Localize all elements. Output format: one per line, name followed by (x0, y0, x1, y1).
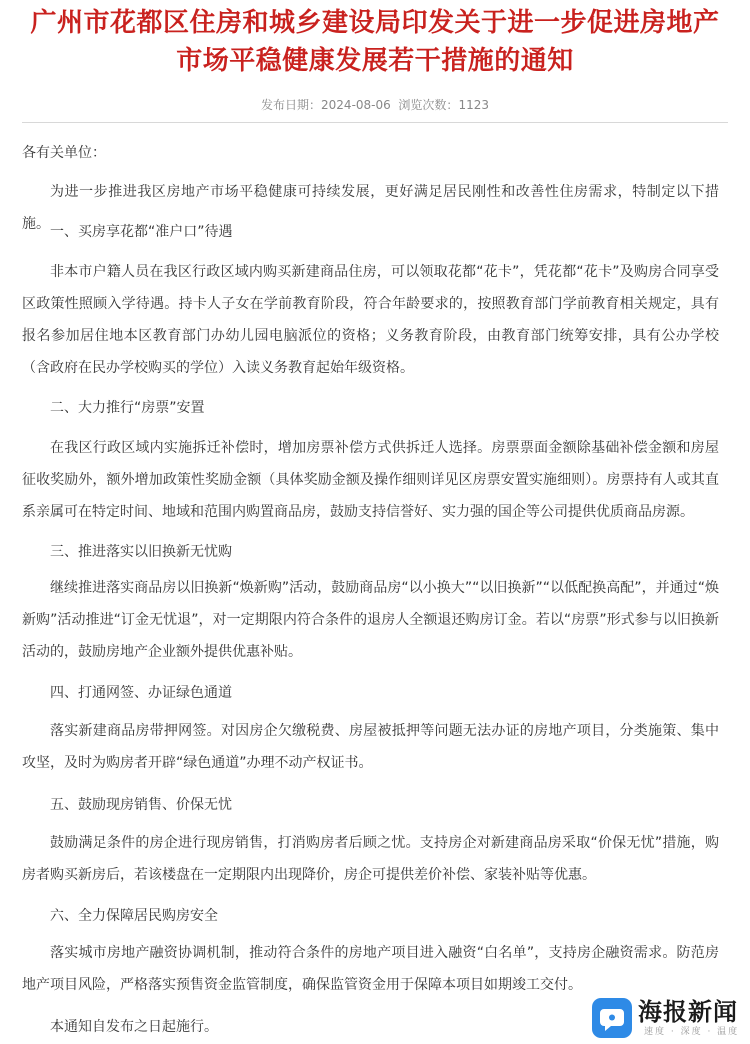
view-count-label: 浏览次数： (398, 98, 459, 112)
watermark-tagline: 速度 · 深度 · 温度 (644, 1027, 740, 1037)
section-body-4: 落实新建商品房带押网签。对因房企欠缴税费、房屋被抵押等问题无法办证的房地产项目，分类施策、集中攻坚，及时为购房者开辟“绿色通道”办理不动产权证书。 (22, 723, 719, 771)
intro-paragraph: 为进一步推进我区房地产市场平稳健康可持续发展，更好满足居民刚性和改善性住房需求，特制定以下措施。 (22, 184, 719, 232)
source-watermark (592, 998, 742, 1040)
publish-date-label: 发布日期： (261, 98, 322, 112)
section-heading-3: 三、推进落实以旧换新无忧购 (50, 544, 232, 560)
logo-bubble-icon (592, 998, 632, 1038)
section-body-3: 继续推进落实商品房以旧换新“焕新购”活动，鼓励商品房“以小换大”“以旧换新”“以低配换高配”，并通过“焕新购”活动推进“订金无忧退”，对一定期限内符合条件的退房人全额退还购房订金。若以“房票”形式参与以旧换新活动的，鼓励房地产企业额外提供优惠补贴。 (22, 580, 719, 660)
section-body-6: 落实城市房地产融资协调机制，推动符合条件的房地产项目进入融资“白名单”，支持房企融资需求。防范房地产项目风险，严格落实预售资金监管制度，确保监管资金用于保障本项目如期竣工交付。 (22, 945, 719, 993)
section-heading-1: 一、买房享花都“准户口”待遇 (50, 224, 233, 240)
section-heading-6: 六、全力保障居民购房安全 (50, 908, 218, 924)
closing-paragraph: 本通知自发布之日起施行。 (50, 1019, 218, 1035)
publish-date: 2024-08-06 (321, 98, 391, 112)
salutation: 各有关单位： (22, 145, 106, 161)
section-body-1: 非本市户籍人员在我区行政区域内购买新建商品住房，可以领取花都“花卡”，凭花都“花卡”及购房合同享受区政策性照顾入学待遇。持卡人子女在学前教育阶段，符合年龄要求的，按照教育部门学前教育相关规定，具有报名参加居住地本区教育部门办幼儿园电脑派位的资格；义务教育阶段，由教育部门统筹安排，具有公办学校（含政府在民办学校购买的学位）入读义务教育起始年级资格。 (22, 264, 719, 376)
section-heading-5: 五、鼓励现房销售、价保无忧 (50, 797, 232, 813)
haibao-logo-icon (592, 998, 632, 1038)
title-divider (22, 122, 728, 123)
watermark-name: 海报新闻 (638, 998, 738, 1026)
section-body-5: 鼓励满足条件的房企进行现房销售，打消购房者后顾之忧。支持房企对新建商品房采取“价保无忧”措施，购房者购买新房后，若该楼盘在一定期限内出现降价，房企可提供差价补偿、家装补贴等优惠。 (22, 835, 719, 883)
section-heading-2: 二、大力推行“房票”安置 (50, 400, 205, 416)
section-heading-4: 四、打通网签、办证绿色通道 (50, 685, 232, 701)
view-count: 1123 (458, 98, 489, 112)
article-meta (0, 96, 750, 114)
section-body-2: 在我区行政区域内实施拆迁补偿时，增加房票补偿方式供拆迁人选择。房票票面金额除基础补偿金额和房屋征收奖励外，额外增加政策性奖励金额（具体奖励金额及操作细则详见区房票安置实施细则）。房票持有人或其直系亲属可在特定时间、地域和范围内购置商品房，鼓励支持信誉好、实力强的国企等公司提供优质商品房源。 (22, 440, 719, 520)
article-title: 广州市花都区住房和城乡建设局印发关于进一步促进房地产市场平稳健康发展若干措施的通知 (30, 8, 720, 76)
